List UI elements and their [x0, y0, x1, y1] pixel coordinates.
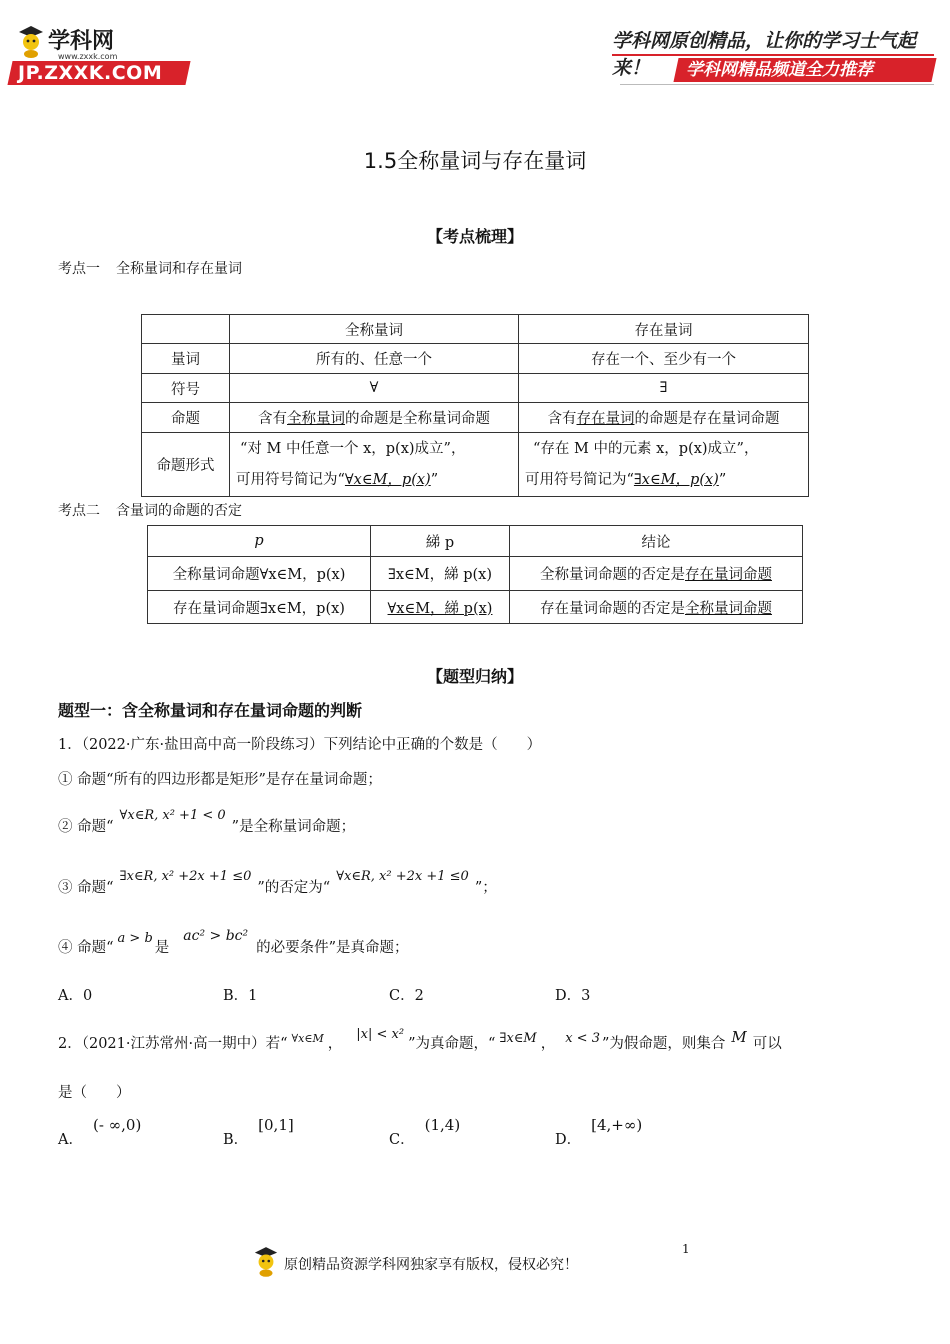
table1-cell: 含有存在量词的命题是存在量词命题 [519, 403, 809, 433]
math-formula: [0,1] [258, 1116, 294, 1134]
math-formula: ac² > bc² [183, 928, 249, 944]
table2-header-not-p: 綈 p [371, 526, 510, 557]
quantifier-table [141, 314, 809, 497]
table2-cell: 存在量词命题的否定是全称量词命题 [510, 591, 803, 624]
table1-cell: 量词 [142, 344, 230, 374]
table1-cell: 含有全称量词的命题是全称量词命题 [230, 403, 519, 433]
q2-option-b[interactable]: B．[0,1] [223, 1116, 294, 1148]
math-formula: a > b [117, 931, 153, 946]
table2-cell: 全称量词命题∀x∈M，p(x) [148, 557, 371, 591]
q1-statement-4: ④ 命题“a > b是ac² > bc²的必要条件”是真命题； [58, 928, 409, 956]
mascot-logo-icon [17, 24, 45, 58]
table1-header-universal: 全称量词 [230, 315, 519, 344]
page-number: 1 [682, 1242, 690, 1256]
q1-option-c[interactable]: C．2 [389, 988, 424, 1004]
q1-option-b[interactable]: B．1 [223, 988, 258, 1004]
header-grey-rule [620, 84, 934, 85]
logo-text: 学科网 [48, 29, 115, 54]
table1-header-existential: 存在量词 [519, 315, 809, 344]
header-banner-text: 学科网精品频道全力推荐 [686, 60, 873, 80]
table1-cell: “对 M 中任意一个 x，p(x)成立”， 可用符号简记为“∀x∈M，p(x)” [230, 433, 519, 497]
table1-cell: 存在一个、至少有一个 [519, 344, 809, 374]
math-formula: ∃x∈M [499, 1031, 537, 1046]
table2-header-conclusion: 结论 [510, 526, 803, 557]
underlined-term: 存在量词 [576, 411, 635, 427]
table1-cell: ∀ [230, 374, 519, 403]
section-heading-tixing: 【题型归纳】 [426, 667, 523, 686]
math-formula: (1,4) [424, 1116, 461, 1134]
kaodian-2-label: 考点二 [58, 503, 100, 519]
table2-cell: 全称量词命题的否定是存在量词命题 [510, 557, 803, 591]
q1-option-a[interactable]: A．0 [58, 988, 93, 1004]
table1-cell: 符号 [142, 374, 230, 403]
q2-option-c[interactable]: C．(1,4) [389, 1116, 461, 1148]
kaodian-1-label: 考点一 [58, 261, 100, 277]
table1-cell: ∃ [519, 374, 809, 403]
kaodian-2-text: 含量词的命题的否定 [116, 503, 242, 519]
q1-statement-2: ② 命题“∀x∈R, x² +1 < 0”是全称量词命题； [58, 808, 356, 835]
math-formula: x < 3 [565, 1031, 600, 1046]
math-formula: (- ∞,0) [92, 1116, 142, 1134]
table2-cell: ∀x∈M，綈 p(x) [371, 591, 510, 624]
underlined-term: 全称量词 [287, 411, 345, 427]
q1-stem: 1．（2022·广东·盐田高中高一阶段练习）下列结论中正确的个数是（ ） [58, 737, 542, 753]
header-divider [612, 54, 934, 56]
underlined-formula: ∃x∈M，p(x) [633, 471, 719, 488]
q1-option-d[interactable]: D．3 [555, 988, 591, 1004]
table1-cell: “存在 M 中的元素 x，p(x)成立”， 可用符号简记为“∃x∈M，p(x)” [519, 433, 809, 497]
math-formula: |x| < x² [356, 1027, 405, 1042]
kaodian-2 [58, 500, 258, 520]
table2-cell: 存在量词命题∃x∈M，p(x) [148, 591, 371, 624]
section-heading-kaodian: 【考点梳理】 [426, 227, 523, 246]
q1-statement-3: ③ 命题“∃x∈R, x² +2x +1 ≤0”的否定为“∀x∈R, x² +2x +1 ≤0”； [58, 869, 497, 896]
math-formula: M [731, 1028, 747, 1046]
underlined-term: 全称量词命题 [685, 600, 772, 617]
header-slogan: 学科网原创精品，让你的学习士气起来！ [612, 30, 917, 79]
math-formula: ∀x∈R, x² +1 < 0 [119, 808, 226, 823]
table1-cell: 命题形式 [142, 433, 230, 497]
kaodian-1 [58, 258, 258, 278]
q2-stem: 2．（2021·江苏常州·高一期中）若“ $^{\forall x\in M}$ ，|x| < x²”为真命题，“ ∃x∈M ， x < 3 ”为假命题，则集合 M 可以 [58, 1027, 782, 1052]
q2-option-d[interactable]: D．[4,+∞) [555, 1116, 643, 1148]
math-formula: ∃x∈R, x² +2x +1 ≤0 [119, 869, 252, 884]
negation-table [147, 525, 803, 624]
footer-mascot-icon [253, 1245, 279, 1277]
logo-small-url: www.zxxk.com [58, 52, 118, 61]
q2-stem-line2: 是（ ） [58, 1085, 131, 1101]
math-formula: ∀x∈R, x² +2x +1 ≤0 [336, 869, 469, 884]
q1-statement-1: ① 命题“所有的四边形都是矩形”是存在量词命题； [58, 772, 382, 788]
logo-url[interactable]: JP.ZXXK.COM [18, 62, 163, 84]
table1-cell: 命题 [142, 403, 230, 433]
page-title: 1.5全称量词与存在量词 [363, 149, 587, 173]
underlined-term: 存在量词命题 [685, 567, 772, 583]
table2-cell: ∃x∈M，綈 p(x) [371, 557, 510, 591]
kaodian-1-text: 全称量词和存在量词 [116, 261, 242, 277]
question-type-heading: 题型一：含全称量词和存在量词命题的判断 [58, 701, 363, 720]
underlined-formula: ∀x∈M，p(x) [344, 471, 431, 488]
footer-copyright: 原创精品资源学科网独家享有版权，侵权必究！ [284, 1257, 578, 1273]
q2-option-a[interactable]: A．(- ∞,0) [58, 1116, 142, 1148]
table1-cell: 所有的、任意一个 [230, 344, 519, 374]
math-formula: [4,+∞) [591, 1116, 643, 1134]
table1-header-empty [142, 315, 230, 344]
table2-header-p: p [148, 526, 371, 557]
math-formula: ∀x∈M [291, 1032, 324, 1045]
